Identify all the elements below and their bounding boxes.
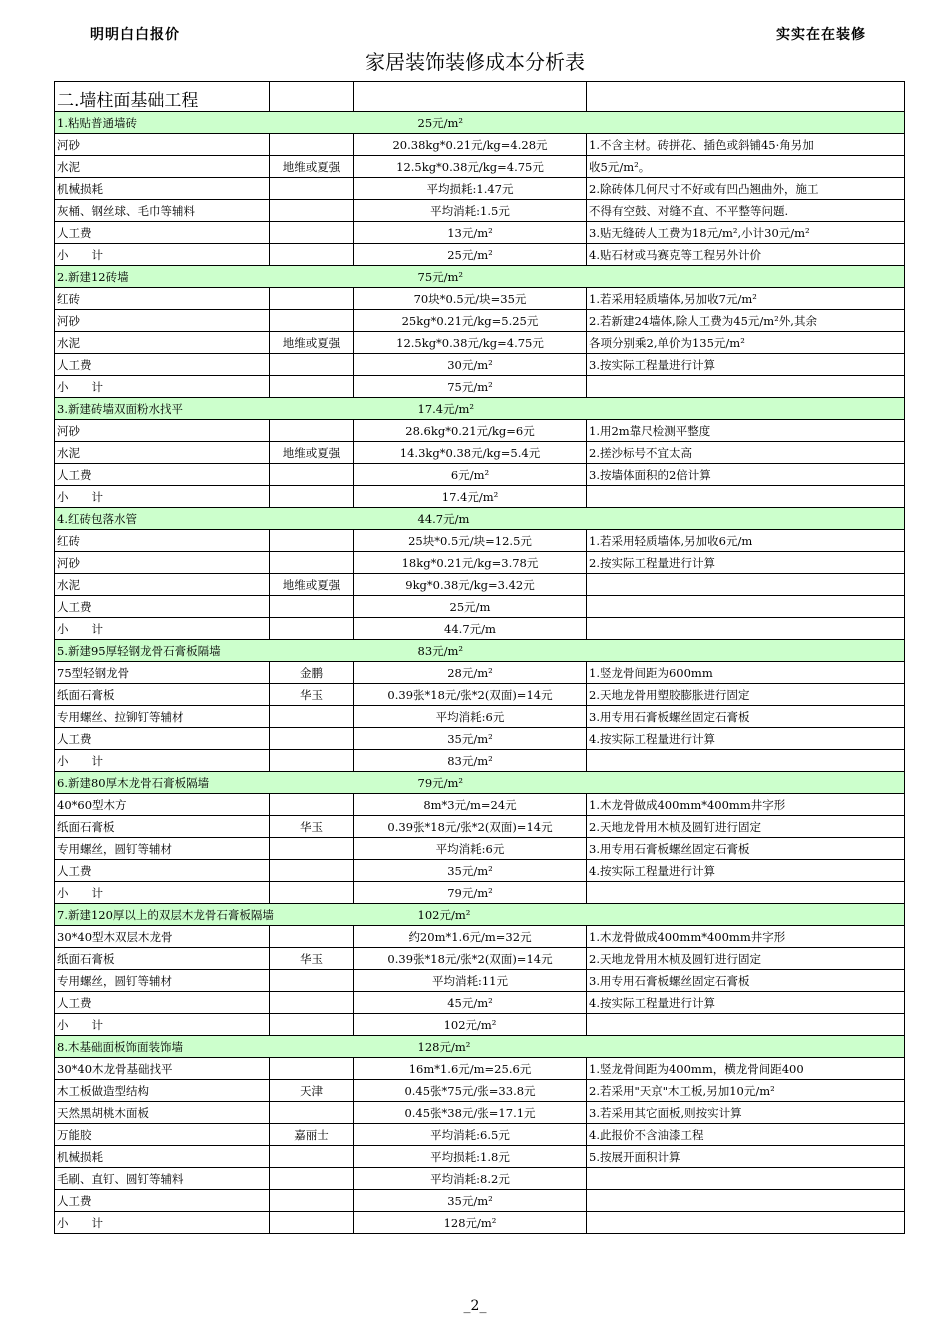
item-brand — [270, 1058, 354, 1080]
item-calculation: 0.39张*18元/张*2(双面)=14元 — [354, 816, 587, 838]
item-calculation: 平均消耗:6.5元 — [354, 1124, 587, 1146]
item-note — [587, 882, 905, 904]
section-price: 79元/m² — [354, 772, 905, 794]
item-note — [587, 1014, 905, 1036]
item-name: 纸面石膏板 — [55, 684, 270, 706]
item-name: 纸面石膏板 — [55, 816, 270, 838]
item-note: 2.按实际工程量进行计算 — [587, 552, 905, 574]
section-header-row — [55, 772, 905, 794]
item-brand — [270, 1102, 354, 1124]
item-note — [587, 1168, 905, 1190]
item-calculation: 79元/m² — [354, 882, 587, 904]
item-calculation: 28元/m² — [354, 662, 587, 684]
item-note: 3.用专用石膏板螺丝固定石膏板 — [587, 838, 905, 860]
item-calculation: 平均损耗:1.47元 — [354, 178, 587, 200]
item-brand — [270, 288, 354, 310]
table-row — [55, 1190, 905, 1212]
item-calculation: 25块*0.5元/块=12.5元 — [354, 530, 587, 552]
item-note: 收5元/m²。 — [587, 156, 905, 178]
table-row — [55, 310, 905, 332]
item-note: 4.按实际工程量进行计算 — [587, 728, 905, 750]
item-calculation: 83元/m² — [354, 750, 587, 772]
item-brand — [270, 464, 354, 486]
item-calculation: 8m*3元/m=24元 — [354, 794, 587, 816]
item-name: 人工费 — [55, 464, 270, 486]
item-note: 1.不含主材。砖拼花、插色或斜铺45·角另加 — [587, 134, 905, 156]
item-calculation: 70块*0.5元/块=35元 — [354, 288, 587, 310]
item-brand — [270, 310, 354, 332]
item-note — [587, 750, 905, 772]
item-calculation: 30元/m² — [354, 354, 587, 376]
table-row — [55, 1168, 905, 1190]
item-name: 水泥 — [55, 156, 270, 178]
item-calculation: 25元/m — [354, 596, 587, 618]
item-name: 专用螺丝、拉铆钉等辅材 — [55, 706, 270, 728]
item-calculation: 25kg*0.21元/kg=5.25元 — [354, 310, 587, 332]
item-note: 2.若新建24墙体,除人工费为45元/m²外,其余 — [587, 310, 905, 332]
table-row — [55, 882, 905, 904]
table-row — [55, 838, 905, 860]
item-note: 1.用2m靠尺检测平整度 — [587, 420, 905, 442]
section-name: 5.新建95厚轻钢龙骨石膏板隔墙 — [55, 640, 354, 662]
item-brand: 华玉 — [270, 948, 354, 970]
item-calculation: 20.38kg*0.21元/kg=4.28元 — [354, 134, 587, 156]
table-row — [55, 1080, 905, 1102]
item-brand: 金鹏 — [270, 662, 354, 684]
item-name: 小 计 — [55, 1014, 270, 1036]
item-brand — [270, 1014, 354, 1036]
item-name: 人工费 — [55, 222, 270, 244]
item-brand: 地维或夏强 — [270, 156, 354, 178]
item-brand — [270, 838, 354, 860]
item-calculation: 12.5kg*0.38元/kg=4.75元 — [354, 332, 587, 354]
item-calculation: 128元/m² — [354, 1212, 587, 1234]
table-row — [55, 750, 905, 772]
item-name: 30*40木龙骨基础找平 — [55, 1058, 270, 1080]
item-note: 3.若采用其它面板,则按实计算 — [587, 1102, 905, 1124]
item-calculation: 平均消耗:11元 — [354, 970, 587, 992]
item-note: 4.按实际工程量进行计算 — [587, 992, 905, 1014]
section-name: 3.新建砖墙双面粉水找平 — [55, 398, 354, 420]
item-brand — [270, 244, 354, 266]
item-brand — [270, 1168, 354, 1190]
table-row — [55, 860, 905, 882]
section-price: 128元/m² — [354, 1036, 905, 1058]
item-note — [587, 1190, 905, 1212]
table-row — [55, 486, 905, 508]
table-row — [55, 1058, 905, 1080]
item-brand: 华玉 — [270, 684, 354, 706]
table-row — [55, 948, 905, 970]
item-brand — [270, 970, 354, 992]
item-note: 2.若采用"天京"木工板,另加10元/m² — [587, 1080, 905, 1102]
item-brand: 地维或夏强 — [270, 574, 354, 596]
section-name: 6.新建80厚木龙骨石膏板隔墙 — [55, 772, 354, 794]
item-name: 专用螺丝，圆钉等辅材 — [55, 838, 270, 860]
item-name: 天然黑胡桃木面板 — [55, 1102, 270, 1124]
table-row — [55, 728, 905, 750]
item-calculation: 12.5kg*0.38元/kg=4.75元 — [354, 156, 587, 178]
item-name: 机械损耗 — [55, 178, 270, 200]
section-price: 102元/m² — [354, 904, 905, 926]
item-brand — [270, 728, 354, 750]
item-brand — [270, 530, 354, 552]
item-note: 1.木龙骨做成400mm*400mm井字形 — [587, 926, 905, 948]
item-name: 30*40型木双层木龙骨 — [55, 926, 270, 948]
item-calculation: 0.45张*75元/张=33.8元 — [354, 1080, 587, 1102]
table-row — [55, 134, 905, 156]
item-brand — [270, 706, 354, 728]
item-brand — [270, 354, 354, 376]
item-name: 灰桶、钢丝球、毛巾等辅料 — [55, 200, 270, 222]
item-brand — [270, 926, 354, 948]
section-name: 8.木基础面板饰面装饰墙 — [55, 1036, 354, 1058]
item-note — [587, 618, 905, 640]
item-note: 2.天地龙骨用塑胶膨胀进行固定 — [587, 684, 905, 706]
section-price: 83元/m² — [354, 640, 905, 662]
table-row — [55, 178, 905, 200]
table-row — [55, 464, 905, 486]
section-price: 75元/m² — [354, 266, 905, 288]
table-row — [55, 794, 905, 816]
item-name: 水泥 — [55, 574, 270, 596]
item-note: 3.贴无缝砖人工费为18元/m²,小计30元/m² — [587, 222, 905, 244]
item-brand — [270, 860, 354, 882]
item-name: 万能胶 — [55, 1124, 270, 1146]
section-name: 4.红砖包落水管 — [55, 508, 354, 530]
section-name: 2.新建12砖墙 — [55, 266, 354, 288]
table-row — [55, 530, 905, 552]
section-header-row — [55, 112, 905, 134]
table-row — [55, 244, 905, 266]
item-name: 河砂 — [55, 420, 270, 442]
item-note: 1.竖龙骨间距为400mm，横龙骨间距400 — [587, 1058, 905, 1080]
page-title: 家居装饰装修成本分析表 — [365, 50, 585, 74]
section-header-row — [55, 640, 905, 662]
item-calculation: 平均损耗:1.8元 — [354, 1146, 587, 1168]
table-row — [55, 992, 905, 1014]
item-calculation: 6元/m² — [354, 464, 587, 486]
table-row — [55, 574, 905, 596]
item-name: 小 计 — [55, 486, 270, 508]
item-name: 人工费 — [55, 992, 270, 1014]
item-name: 专用螺丝，圆钉等辅材 — [55, 970, 270, 992]
item-calculation: 35元/m² — [354, 728, 587, 750]
item-calculation: 44.7元/m — [354, 618, 587, 640]
table-row — [55, 706, 905, 728]
table-row — [55, 596, 905, 618]
item-brand — [270, 222, 354, 244]
item-note: 4.此报价不含油漆工程 — [587, 1124, 905, 1146]
item-name: 人工费 — [55, 1190, 270, 1212]
item-name: 河砂 — [55, 134, 270, 156]
item-calculation: 平均消耗:6元 — [354, 706, 587, 728]
item-note: 3.按墙体面积的2倍计算 — [587, 464, 905, 486]
item-name: 人工费 — [55, 860, 270, 882]
item-calculation: 28.6kg*0.21元/kg=6元 — [354, 420, 587, 442]
section-header-row — [55, 904, 905, 926]
item-brand — [270, 1212, 354, 1234]
item-calculation: 35元/m² — [354, 1190, 587, 1212]
item-note — [587, 1212, 905, 1234]
item-note: 1.若采用轻质墙体,另加收6元/m — [587, 530, 905, 552]
item-brand — [270, 750, 354, 772]
item-note: 2.搓沙标号不宜太高 — [587, 442, 905, 464]
item-name: 小 计 — [55, 750, 270, 772]
item-brand — [270, 376, 354, 398]
item-name: 水泥 — [55, 332, 270, 354]
item-note: 3.按实际工程量进行计算 — [587, 354, 905, 376]
item-note — [587, 574, 905, 596]
section-header-row — [55, 266, 905, 288]
item-name: 人工费 — [55, 354, 270, 376]
item-calculation: 45元/m² — [354, 992, 587, 1014]
table-row — [55, 288, 905, 310]
item-note: 4.贴石材或马赛克等工程另外计价 — [587, 244, 905, 266]
section-name: 1.粘贴普通墙砖 — [55, 112, 354, 134]
item-calculation: 35元/m² — [354, 860, 587, 882]
item-calculation: 14.3kg*0.38元/kg=5.4元 — [354, 442, 587, 464]
page-number: _2_ — [463, 1298, 487, 1314]
item-calculation: 13元/m² — [354, 222, 587, 244]
item-name: 纸面石膏板 — [55, 948, 270, 970]
item-brand — [270, 200, 354, 222]
table-row — [55, 442, 905, 464]
item-note: 各项分别乘2,单价为135元/m² — [587, 332, 905, 354]
item-name: 毛刷、直钉、圆钉等辅料 — [55, 1168, 270, 1190]
table-row — [55, 662, 905, 684]
table-row — [55, 156, 905, 178]
item-brand: 地维或夏强 — [270, 332, 354, 354]
item-name: 河砂 — [55, 552, 270, 574]
item-name: 小 计 — [55, 244, 270, 266]
item-name: 木工板做造型结构 — [55, 1080, 270, 1102]
item-brand — [270, 486, 354, 508]
table-row — [55, 1146, 905, 1168]
item-name: 红砖 — [55, 530, 270, 552]
item-brand — [270, 882, 354, 904]
table-heading: 二.墙柱面基础工程 — [55, 82, 270, 112]
item-brand: 华玉 — [270, 816, 354, 838]
item-calculation: 102元/m² — [354, 1014, 587, 1036]
item-note: 3.用专用石膏板螺丝固定石膏板 — [587, 706, 905, 728]
table-row — [55, 970, 905, 992]
item-name: 小 计 — [55, 618, 270, 640]
item-brand — [270, 552, 354, 574]
item-note: 1.若采用轻质墙体,另加收7元/m² — [587, 288, 905, 310]
item-name: 40*60型木方 — [55, 794, 270, 816]
section-header-row — [55, 398, 905, 420]
item-name: 红砖 — [55, 288, 270, 310]
item-calculation: 0.45张*38元/张=17.1元 — [354, 1102, 587, 1124]
table-row — [55, 420, 905, 442]
item-calculation: 18kg*0.21元/kg=3.78元 — [354, 552, 587, 574]
section-name: 7.新建120厚以上的双层木龙骨石膏板隔墙 — [55, 904, 354, 926]
item-name: 小 计 — [55, 1212, 270, 1234]
item-calculation: 16m*1.6元/m=25.6元 — [354, 1058, 587, 1080]
item-note: 3.用专用石膏板螺丝固定石膏板 — [587, 970, 905, 992]
item-note: 2.天地龙骨用木桢及圆钉进行固定 — [587, 816, 905, 838]
item-brand — [270, 1190, 354, 1212]
header-right-slogan: 实实在在装修 — [776, 27, 866, 43]
item-name: 小 计 — [55, 376, 270, 398]
item-note: 1.木龙骨做成400mm*400mm井字形 — [587, 794, 905, 816]
table-row — [55, 376, 905, 398]
table-row — [55, 200, 905, 222]
table-row — [55, 1014, 905, 1036]
item-name: 小 计 — [55, 882, 270, 904]
table-row — [55, 222, 905, 244]
section-price: 17.4元/m² — [354, 398, 905, 420]
item-calculation: 75元/m² — [354, 376, 587, 398]
table-row — [55, 926, 905, 948]
item-brand: 嘉丽士 — [270, 1124, 354, 1146]
item-brand — [270, 1146, 354, 1168]
item-calculation: 17.4元/m² — [354, 486, 587, 508]
table-row — [55, 1102, 905, 1124]
item-name: 水泥 — [55, 442, 270, 464]
item-brand — [270, 178, 354, 200]
header-left-slogan: 明明白白报价 — [90, 27, 180, 43]
table-row — [55, 552, 905, 574]
table-row — [55, 1212, 905, 1234]
section-header-row — [55, 508, 905, 530]
item-name: 人工费 — [55, 596, 270, 618]
item-note — [587, 486, 905, 508]
table-row — [55, 332, 905, 354]
item-calculation: 0.39张*18元/张*2(双面)=14元 — [354, 948, 587, 970]
table-row — [55, 618, 905, 640]
table-row — [55, 816, 905, 838]
table-row — [55, 354, 905, 376]
item-name: 人工费 — [55, 728, 270, 750]
item-note: 4.按实际工程量进行计算 — [587, 860, 905, 882]
item-brand: 地维或夏强 — [270, 442, 354, 464]
item-brand — [270, 134, 354, 156]
item-calculation: 平均消耗:6元 — [354, 838, 587, 860]
item-note: 不得有空鼓、对缝不直、不平整等问题. — [587, 200, 905, 222]
item-brand — [270, 618, 354, 640]
item-calculation: 平均消耗:8.2元 — [354, 1168, 587, 1190]
item-calculation: 25元/m² — [354, 244, 587, 266]
item-note: 5.按展开面积计算 — [587, 1146, 905, 1168]
item-note — [587, 376, 905, 398]
table-row — [55, 684, 905, 706]
item-note: 2.天地龙骨用木桢及圆钉进行固定 — [587, 948, 905, 970]
item-calculation: 约20m*1.6元/m=32元 — [354, 926, 587, 948]
item-name: 75型轻钢龙骨 — [55, 662, 270, 684]
item-brand — [270, 596, 354, 618]
item-name: 机械损耗 — [55, 1146, 270, 1168]
item-name: 河砂 — [55, 310, 270, 332]
item-calculation: 0.39张*18元/张*2(双面)=14元 — [354, 684, 587, 706]
item-brand — [270, 420, 354, 442]
item-note: 1.竖龙骨间距为600mm — [587, 662, 905, 684]
table-row — [55, 1124, 905, 1146]
item-calculation: 9kg*0.38元/kg=3.42元 — [354, 574, 587, 596]
item-note: 2.除砖体几何尺寸不好或有凹凸翘曲外，施工 — [587, 178, 905, 200]
section-price: 25元/m² — [354, 112, 905, 134]
section-header-row — [55, 1036, 905, 1058]
item-note — [587, 596, 905, 618]
cost-table — [54, 81, 905, 1234]
table-heading-row — [55, 82, 905, 112]
item-brand — [270, 794, 354, 816]
item-brand — [270, 992, 354, 1014]
item-calculation: 平均消耗:1.5元 — [354, 200, 587, 222]
item-brand: 天津 — [270, 1080, 354, 1102]
section-price: 44.7元/m — [354, 508, 905, 530]
